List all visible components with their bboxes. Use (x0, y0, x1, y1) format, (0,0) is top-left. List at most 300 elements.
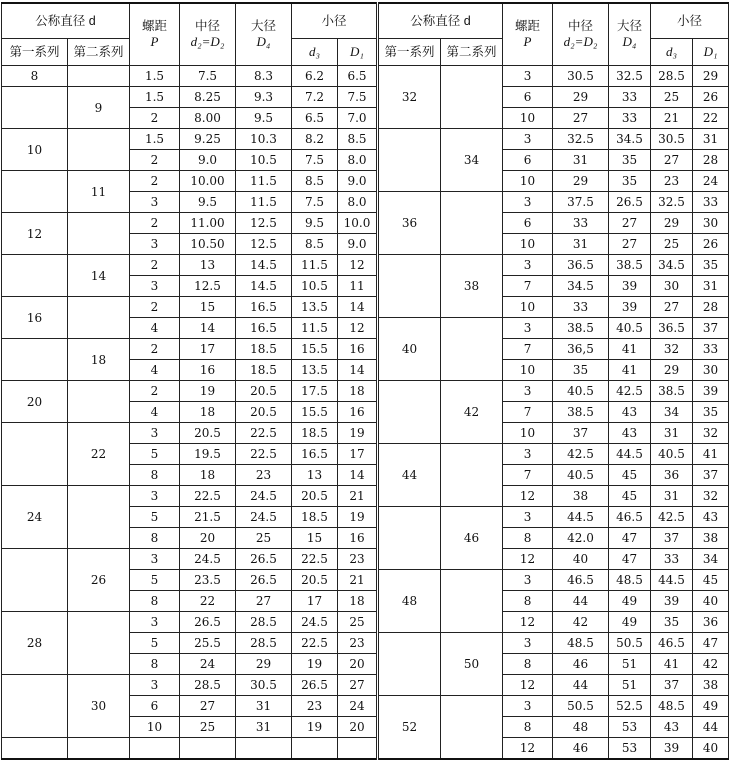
series-2-value (68, 129, 130, 171)
pitch-diameter-cell: 27 (180, 696, 236, 717)
minor-D1-cell: 40 (693, 738, 729, 760)
pitch-cell: 6 (503, 87, 553, 108)
minor-d3-cell: 11.5 (292, 318, 338, 339)
minor-d3-cell: 39 (651, 738, 693, 760)
minor-D1-cell: 6.5 (338, 66, 378, 87)
major-diameter-cell: 38.5 (609, 255, 651, 276)
major-diameter-cell: 43 (609, 402, 651, 423)
series-2-value: 34 (441, 129, 503, 192)
series-1-value: 44 (378, 444, 441, 507)
minor-d3-cell: 31 (651, 486, 693, 507)
minor-d3-cell: 29 (651, 213, 693, 234)
minor-d3-cell: 26.5 (292, 675, 338, 696)
minor-D1-cell: 39 (693, 381, 729, 402)
major-diameter-cell: 33 (609, 108, 651, 129)
series-2-header: 第二系列 (68, 39, 130, 66)
pitch-cell: 5 (130, 444, 180, 465)
pitch-cell: 3 (503, 507, 553, 528)
pitch-diameter-cell: 9.5 (180, 192, 236, 213)
minor-D1-cell: 9.0 (338, 171, 378, 192)
minor-D1-cell: 7.5 (338, 87, 378, 108)
pitch-diameter-cell: 16 (180, 360, 236, 381)
pitch-diameter-cell: 22.5 (180, 486, 236, 507)
pitch-diameter-cell: 25.5 (180, 633, 236, 654)
pitch-diameter-cell: 9.25 (180, 129, 236, 150)
pitch-cell: 4 (130, 360, 180, 381)
pitch-diameter-cell: 9.0 (180, 150, 236, 171)
series-1-value (378, 255, 441, 318)
pitch-cell: 10 (503, 108, 553, 129)
series-2-value (441, 66, 503, 129)
pitch-diameter-cell: 17 (180, 339, 236, 360)
pitch-cell: 3 (130, 486, 180, 507)
series-1-value (378, 507, 441, 570)
pitch-header: 螺距 P (503, 3, 553, 66)
minor-D1-cell: 19 (338, 507, 378, 528)
pitch-diameter-cell: 11.00 (180, 213, 236, 234)
series-2-value: 46 (441, 507, 503, 570)
major-diameter-cell: 52.5 (609, 696, 651, 717)
minor-D1-cell: 12 (338, 255, 378, 276)
pitch-diameter-cell: 10.00 (180, 171, 236, 192)
minor-d3-cell: 41 (651, 654, 693, 675)
minor-d3-cell: 25 (651, 234, 693, 255)
pitch-cell: 3 (503, 570, 553, 591)
minor-d3-cell: 9.5 (292, 213, 338, 234)
pitch-diameter-cell: 24 (180, 654, 236, 675)
minor-d3-cell: 44.5 (651, 570, 693, 591)
minor-D1-cell: 23 (338, 549, 378, 570)
minor-d3-cell: 34 (651, 402, 693, 423)
minor-diameter-header: 小径 (292, 3, 378, 39)
minor-d3-cell: 7.5 (292, 192, 338, 213)
series-2-value (68, 486, 130, 549)
pitch-cell: 12 (503, 738, 553, 760)
series-1-value (2, 255, 68, 297)
minor-D1-cell: 41 (693, 444, 729, 465)
major-diameter-cell: 43 (609, 423, 651, 444)
pitch-cell: 10 (503, 360, 553, 381)
pitch-cell: 1.5 (130, 129, 180, 150)
minor-d3-cell: 23 (292, 696, 338, 717)
minor-d3-cell: 6.5 (292, 108, 338, 129)
pitch-cell: 12 (503, 486, 553, 507)
table-row (2, 486, 729, 507)
nominal-diameter-header: 公称直径 d (2, 3, 130, 39)
series-2-value: 22 (68, 423, 130, 486)
pitch-diameter-cell: 42 (553, 612, 609, 633)
minor-d3-cell: 34.5 (651, 255, 693, 276)
minor-d3-cell: 22.5 (292, 549, 338, 570)
minor-d3-cell: 20.5 (292, 486, 338, 507)
minor-d3-cell: 27 (651, 150, 693, 171)
minor-D1-cell: 8.0 (338, 192, 378, 213)
minor-d3-cell: 27 (651, 297, 693, 318)
minor-d3-cell: 31 (651, 423, 693, 444)
minor-d3-cell: 13 (292, 465, 338, 486)
major-diameter-cell: 53 (609, 717, 651, 738)
pitch-cell: 2 (130, 171, 180, 192)
pitch-diameter-cell: 18 (180, 402, 236, 423)
minor-D1-cell: 28 (693, 297, 729, 318)
major-diameter-cell: 31 (236, 717, 292, 738)
minor-d3-cell (292, 738, 338, 760)
minor-d3-cell: 28.5 (651, 66, 693, 87)
minor-d3-cell: 13.5 (292, 360, 338, 381)
major-diameter-cell: 9.5 (236, 108, 292, 129)
minor-D1-cell: 36 (693, 612, 729, 633)
major-diameter-cell: 18.5 (236, 339, 292, 360)
pitch-cell: 8 (503, 717, 553, 738)
series-2-value (68, 66, 130, 87)
minor-D1-cell: 43 (693, 507, 729, 528)
minor-D1-cell: 8.0 (338, 150, 378, 171)
minor-D1-cell: 12 (338, 318, 378, 339)
pitch-diameter-cell: 37 (553, 423, 609, 444)
pitch-diameter-cell: 42.0 (553, 528, 609, 549)
major-diameter-cell: 22.5 (236, 423, 292, 444)
series-1-value (378, 129, 441, 192)
pitch-diameter-cell: 38.5 (553, 402, 609, 423)
minor-D1-cell: 16 (338, 339, 378, 360)
major-diameter-cell: 45 (609, 465, 651, 486)
series-1-value (2, 549, 68, 612)
minor-D1-cell: 28 (693, 150, 729, 171)
major-diameter-cell: 25 (236, 528, 292, 549)
pitch-diameter-cell: 38.5 (553, 318, 609, 339)
pitch-diameter-cell: 36,5 (553, 339, 609, 360)
minor-d3-cell: 32 (651, 339, 693, 360)
minor-D1-cell: 24 (693, 171, 729, 192)
series-2-value: 18 (68, 339, 130, 381)
pitch-diameter-cell: 46 (553, 738, 609, 760)
series-1-value (2, 738, 68, 760)
table-row (2, 213, 729, 234)
pitch-cell: 3 (503, 192, 553, 213)
major-diameter-cell: 45 (609, 486, 651, 507)
pitch-diameter-cell: 31 (553, 150, 609, 171)
minor-d3-cell: 8.2 (292, 129, 338, 150)
minor-D1-cell: 38 (693, 675, 729, 696)
major-diameter-cell: 10.3 (236, 129, 292, 150)
pitch-cell: 6 (130, 696, 180, 717)
pitch-diameter-cell: 40.5 (553, 465, 609, 486)
major-diameter-cell: 27 (609, 234, 651, 255)
D1-header: D₁ (338, 39, 378, 66)
minor-D1-cell: 21 (338, 570, 378, 591)
series-1-value: 24 (2, 486, 68, 549)
series-2-header: 第二系列 (441, 39, 503, 66)
table-row (2, 339, 729, 360)
pitch-cell: 2 (130, 339, 180, 360)
series-1-value (2, 87, 68, 129)
table-row (2, 66, 729, 87)
pitch-cell: 3 (130, 675, 180, 696)
pitch-diameter-cell: 32.5 (553, 129, 609, 150)
minor-d3-cell: 17 (292, 591, 338, 612)
pitch-diameter-cell: 36.5 (553, 255, 609, 276)
pitch-diameter-cell: 31 (553, 234, 609, 255)
minor-D1-cell: 18 (338, 381, 378, 402)
pitch-cell: 3 (503, 255, 553, 276)
minor-D1-cell: 27 (338, 675, 378, 696)
pitch-diameter-cell: 19 (180, 381, 236, 402)
pitch-diameter-cell: 44.5 (553, 507, 609, 528)
pitch-cell: 8 (503, 528, 553, 549)
series-2-value: 26 (68, 549, 130, 612)
pitch-cell: 10 (503, 171, 553, 192)
minor-D1-cell: 10.0 (338, 213, 378, 234)
pitch-diameter-cell: 20.5 (180, 423, 236, 444)
minor-d3-cell: 8.5 (292, 171, 338, 192)
minor-D1-cell: 32 (693, 486, 729, 507)
series-1-value (2, 423, 68, 486)
pitch-cell: 3 (503, 444, 553, 465)
series-2-value: 14 (68, 255, 130, 297)
minor-d3-cell: 40.5 (651, 444, 693, 465)
pitch-diameter-cell: 34.5 (553, 276, 609, 297)
minor-D1-cell: 40 (693, 591, 729, 612)
minor-D1-cell: 14 (338, 297, 378, 318)
pitch-diameter-cell: 44 (553, 675, 609, 696)
minor-d3-cell: 15.5 (292, 339, 338, 360)
series-2-value: 9 (68, 87, 130, 129)
minor-D1-cell: 42 (693, 654, 729, 675)
pitch-diameter-cell: 15 (180, 297, 236, 318)
series-2-value (441, 696, 503, 760)
minor-D1-cell: 9.0 (338, 234, 378, 255)
pitch-cell: 12 (503, 675, 553, 696)
minor-d3-cell: 29 (651, 360, 693, 381)
minor-D1-cell: 20 (338, 654, 378, 675)
d3-header: d₃ (292, 39, 338, 66)
minor-D1-cell: 25 (338, 612, 378, 633)
minor-D1-cell: 30 (693, 213, 729, 234)
pitch-cell: 3 (130, 276, 180, 297)
pitch-diameter-cell: 13 (180, 255, 236, 276)
nominal-diameter-header: 公称直径 d (378, 3, 503, 39)
major-diameter-cell: 11.5 (236, 192, 292, 213)
minor-D1-cell: 35 (693, 255, 729, 276)
pitch-diameter-cell: 8.25 (180, 87, 236, 108)
minor-D1-cell: 49 (693, 696, 729, 717)
series-1-value: 16 (2, 297, 68, 339)
major-diameter-cell: 9.3 (236, 87, 292, 108)
series-1-value: 10 (2, 129, 68, 171)
table-body (2, 66, 729, 760)
pitch-cell: 8 (503, 654, 553, 675)
table-row (2, 255, 729, 276)
pitch-diameter-header: 中径 d₂=D₂ (180, 3, 236, 66)
pitch-cell: 12 (503, 549, 553, 570)
major-diameter-cell: 14.5 (236, 255, 292, 276)
pitch-cell: 5 (130, 633, 180, 654)
major-diameter-cell: 29 (236, 654, 292, 675)
pitch-cell: 1.5 (130, 87, 180, 108)
major-diameter-cell: 48.5 (609, 570, 651, 591)
series-1-value (378, 381, 441, 444)
minor-D1-cell: 33 (693, 339, 729, 360)
major-diameter-cell: 31 (236, 696, 292, 717)
series-2-value (68, 738, 130, 760)
major-diameter-cell: 39 (609, 297, 651, 318)
minor-D1-cell: 19 (338, 423, 378, 444)
major-diameter-cell: 47 (609, 549, 651, 570)
major-diameter-cell: 27 (236, 591, 292, 612)
minor-d3-cell: 21 (651, 108, 693, 129)
pitch-cell: 3 (130, 612, 180, 633)
major-diameter-cell: 40.5 (609, 318, 651, 339)
major-diameter-cell: 16.5 (236, 318, 292, 339)
minor-d3-cell: 11.5 (292, 255, 338, 276)
major-diameter-cell: 46.5 (609, 507, 651, 528)
pitch-cell: 3 (503, 66, 553, 87)
major-diameter-cell (236, 738, 292, 760)
minor-D1-cell: 26 (693, 87, 729, 108)
major-diameter-cell: 42.5 (609, 381, 651, 402)
pitch-diameter-cell: 44 (553, 591, 609, 612)
major-diameter-cell: 26.5 (236, 549, 292, 570)
major-diameter-cell: 18.5 (236, 360, 292, 381)
major-diameter-cell: 14.5 (236, 276, 292, 297)
major-diameter-cell: 27 (609, 213, 651, 234)
series-1-value (2, 675, 68, 738)
pitch-diameter-cell: 50.5 (553, 696, 609, 717)
pitch-diameter-cell: 29 (553, 171, 609, 192)
table-row (2, 381, 729, 402)
minor-d3-cell: 6.2 (292, 66, 338, 87)
pitch-diameter-cell: 28.5 (180, 675, 236, 696)
series-2-value (68, 612, 130, 675)
minor-d3-cell: 46.5 (651, 633, 693, 654)
minor-d3-cell: 22.5 (292, 633, 338, 654)
series-1-header: 第一系列 (378, 39, 441, 66)
pitch-diameter-cell: 35 (553, 360, 609, 381)
minor-D1-cell: 38 (693, 528, 729, 549)
pitch-cell: 3 (130, 192, 180, 213)
major-diameter-cell: 28.5 (236, 612, 292, 633)
pitch-cell: 10 (503, 297, 553, 318)
minor-D1-cell: 32 (693, 423, 729, 444)
series-1-value (378, 633, 441, 696)
minor-D1-cell: 14 (338, 360, 378, 381)
minor-d3-cell: 42.5 (651, 507, 693, 528)
minor-d3-cell: 25 (651, 87, 693, 108)
major-diameter-cell: 49 (609, 591, 651, 612)
pitch-cell: 3 (503, 129, 553, 150)
pitch-cell: 2 (130, 150, 180, 171)
minor-d3-cell: 37 (651, 675, 693, 696)
pitch-diameter-cell: 40.5 (553, 381, 609, 402)
pitch-cell: 2 (130, 213, 180, 234)
minor-D1-cell: 45 (693, 570, 729, 591)
pitch-diameter-cell: 30.5 (553, 66, 609, 87)
pitch-cell: 10 (503, 423, 553, 444)
minor-d3-cell: 36.5 (651, 318, 693, 339)
pitch-cell: 10 (130, 717, 180, 738)
major-diameter-cell: 26.5 (236, 570, 292, 591)
major-diameter-cell: 28.5 (236, 633, 292, 654)
major-diameter-cell: 12.5 (236, 213, 292, 234)
pitch-cell: 3 (130, 234, 180, 255)
minor-d3-cell: 20.5 (292, 570, 338, 591)
minor-D1-cell: 11 (338, 276, 378, 297)
minor-D1-cell: 33 (693, 192, 729, 213)
pitch-cell: 6 (503, 150, 553, 171)
pitch-cell: 8 (130, 654, 180, 675)
series-1-value: 36 (378, 192, 441, 255)
pitch-diameter-cell: 14 (180, 318, 236, 339)
minor-D1-cell: 37 (693, 465, 729, 486)
major-diameter-cell: 34.5 (609, 129, 651, 150)
pitch-cell: 7 (503, 465, 553, 486)
minor-D1-cell: 34 (693, 549, 729, 570)
pitch-cell: 4 (130, 318, 180, 339)
series-2-value (68, 381, 130, 423)
series-2-value (68, 297, 130, 339)
major-diameter-cell: 41 (609, 339, 651, 360)
pitch-cell: 7 (503, 402, 553, 423)
pitch-cell: 2 (130, 108, 180, 129)
minor-D1-cell: 16 (338, 402, 378, 423)
major-diameter-cell: 51 (609, 675, 651, 696)
pitch-cell: 5 (130, 507, 180, 528)
pitch-cell: 3 (503, 381, 553, 402)
series-1-value: 52 (378, 696, 441, 760)
minor-D1-cell (338, 738, 378, 760)
series-1-value: 32 (378, 66, 441, 129)
pitch-cell: 2 (130, 297, 180, 318)
pitch-diameter-header: 中径 d₂=D₂ (553, 3, 609, 66)
pitch-diameter-cell: 21.5 (180, 507, 236, 528)
minor-d3-cell: 8.5 (292, 234, 338, 255)
table-row (2, 171, 729, 192)
minor-D1-cell: 26 (693, 234, 729, 255)
major-diameter-cell: 12.5 (236, 234, 292, 255)
series-2-value (441, 570, 503, 633)
major-diameter-cell: 10.5 (236, 150, 292, 171)
pitch-diameter-cell: 24.5 (180, 549, 236, 570)
major-diameter-cell: 33 (609, 87, 651, 108)
minor-d3-cell: 23 (651, 171, 693, 192)
pitch-diameter-cell: 46.5 (553, 570, 609, 591)
series-1-value: 8 (2, 66, 68, 87)
pitch-diameter-cell: 33 (553, 297, 609, 318)
minor-d3-cell: 10.5 (292, 276, 338, 297)
minor-diameter-header: 小径 (651, 3, 729, 39)
pitch-cell: 10 (503, 234, 553, 255)
pitch-cell: 3 (130, 423, 180, 444)
minor-d3-cell: 19 (292, 654, 338, 675)
major-diameter-cell: 49 (609, 612, 651, 633)
table-row (2, 675, 729, 696)
d3-header: d₃ (651, 39, 693, 66)
major-diameter-cell: 11.5 (236, 171, 292, 192)
pitch-diameter-cell: 22 (180, 591, 236, 612)
minor-D1-cell: 7.0 (338, 108, 378, 129)
pitch-diameter-cell: 33 (553, 213, 609, 234)
minor-D1-cell: 20 (338, 717, 378, 738)
pitch-diameter-cell: 8.00 (180, 108, 236, 129)
pitch-diameter-cell (180, 738, 236, 760)
minor-d3-cell: 7.5 (292, 150, 338, 171)
major-diameter-cell: 8.3 (236, 66, 292, 87)
minor-d3-cell: 15.5 (292, 402, 338, 423)
pitch-diameter-cell: 20 (180, 528, 236, 549)
major-diameter-cell: 26.5 (609, 192, 651, 213)
minor-d3-cell: 30 (651, 276, 693, 297)
minor-D1-cell: 24 (338, 696, 378, 717)
